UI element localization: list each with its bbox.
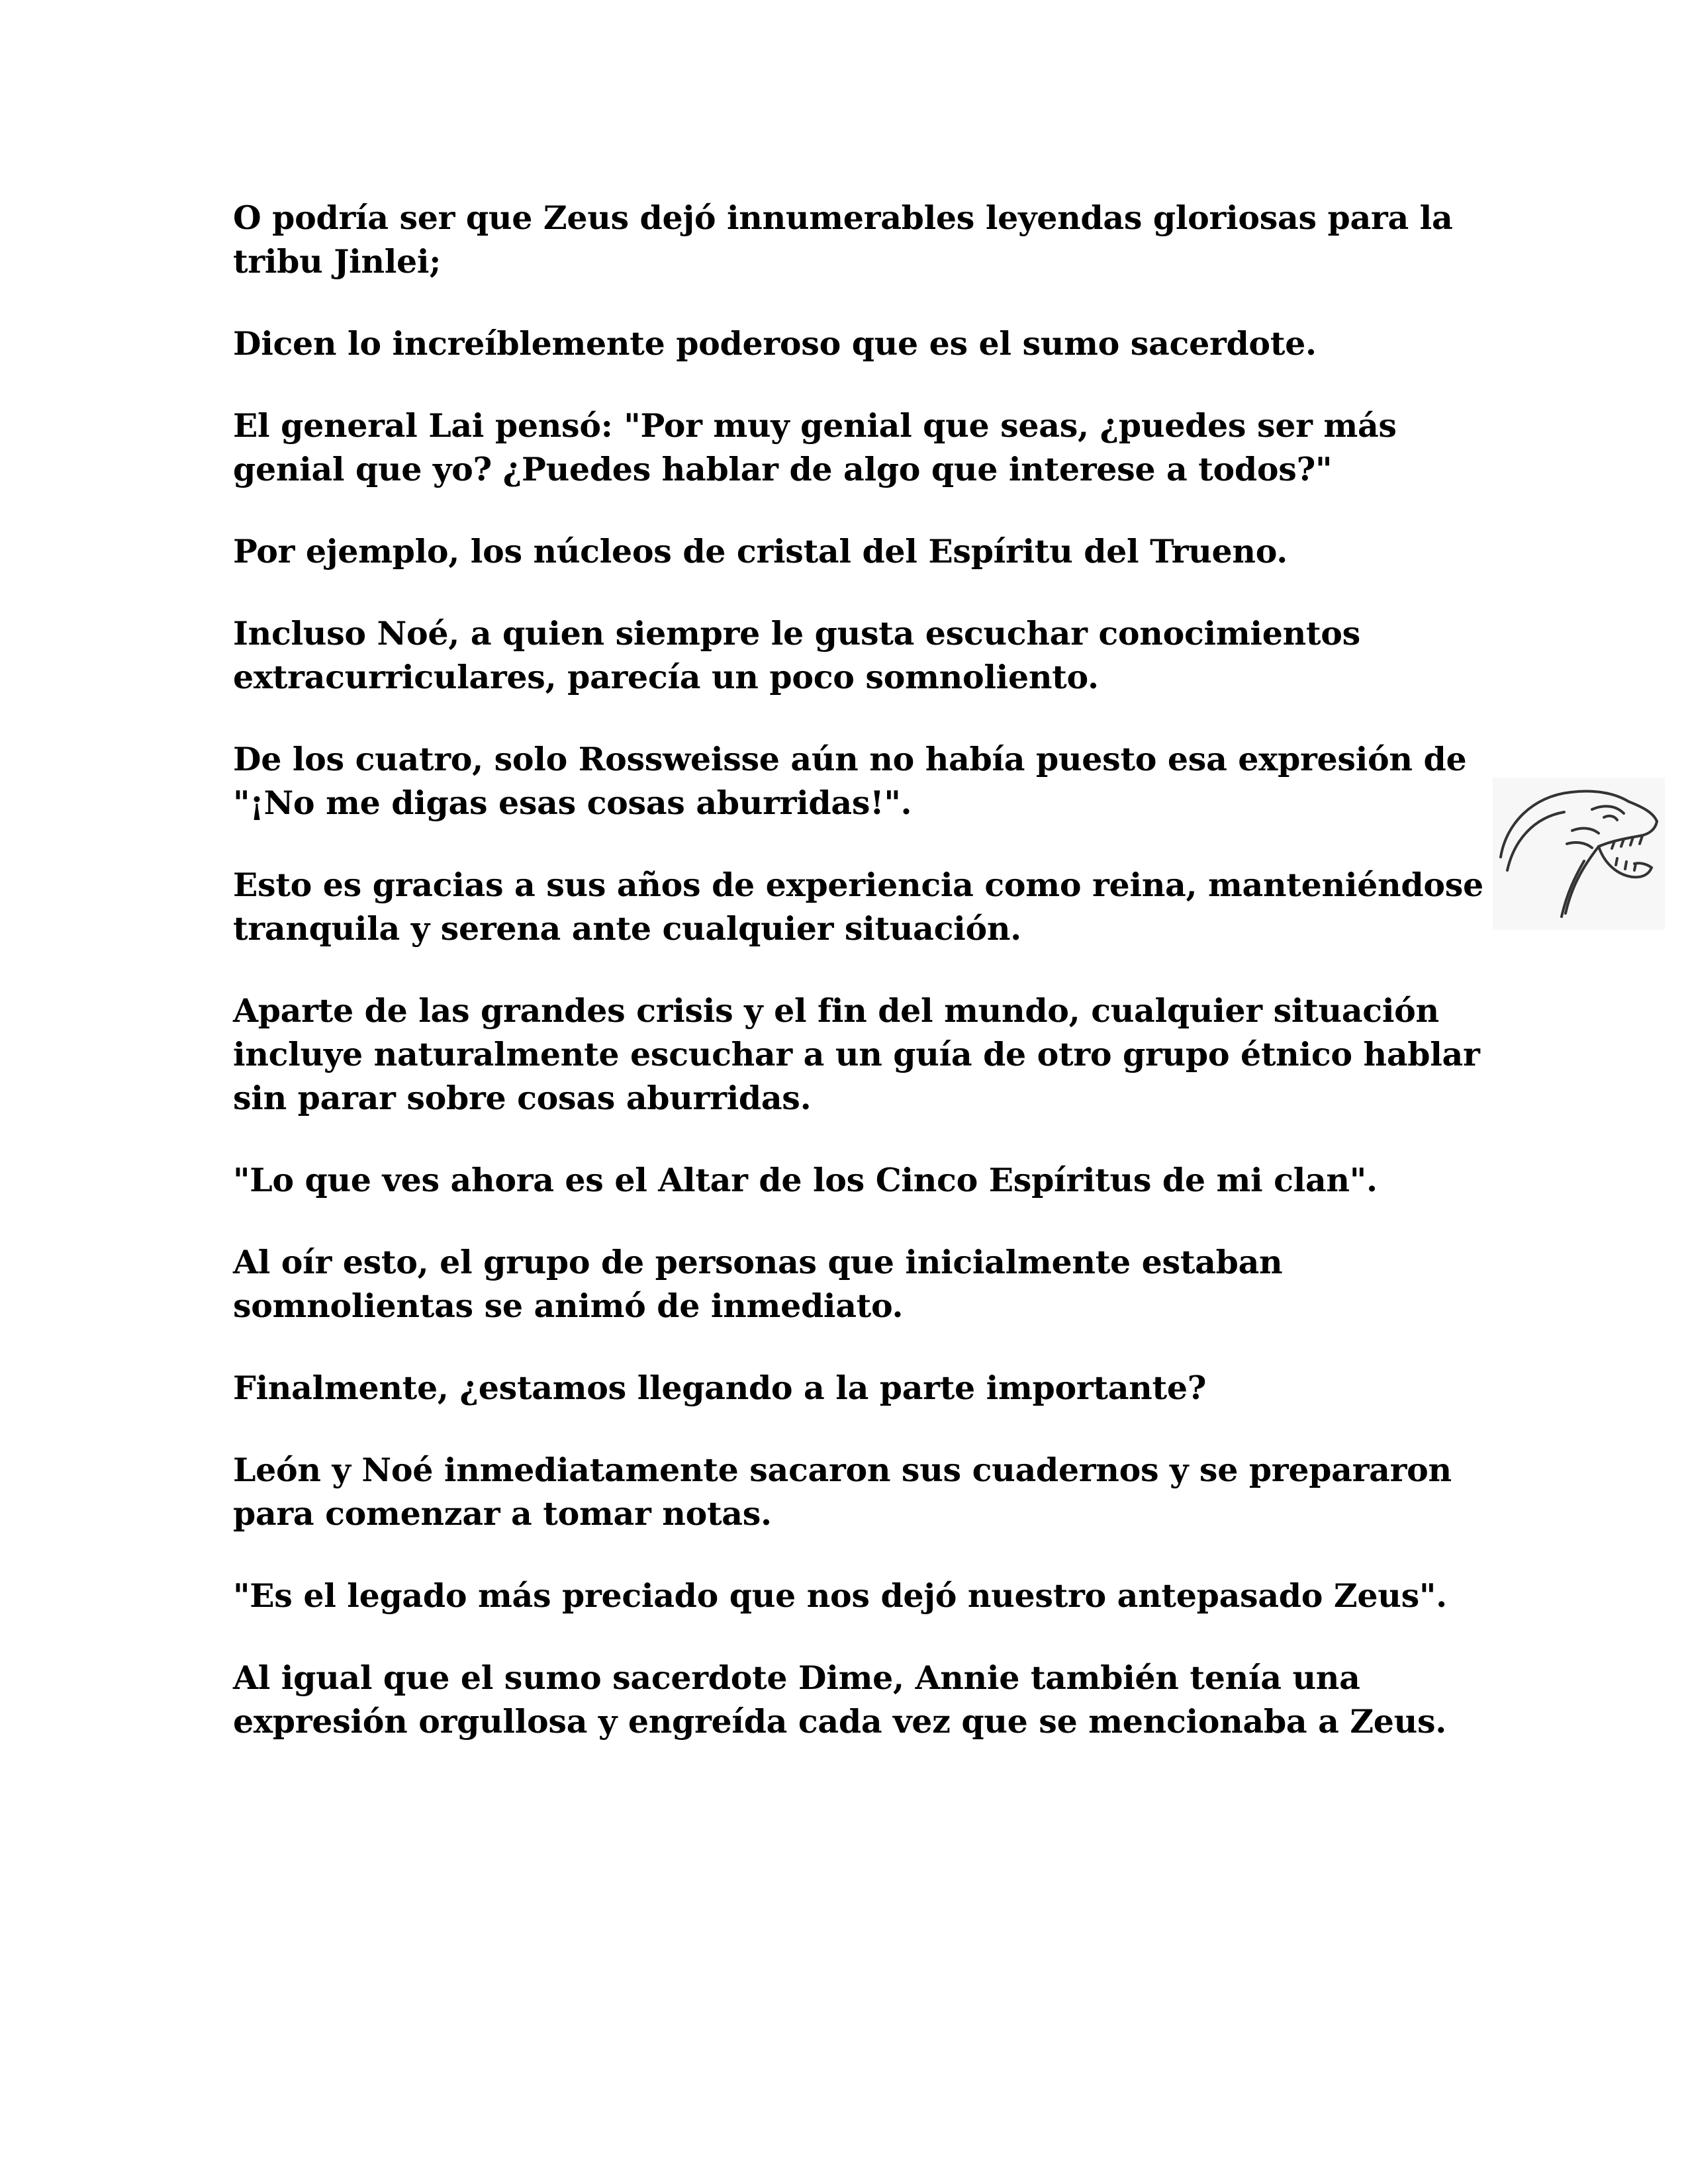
- document-body: [233, 196, 1491, 1782]
- paragraph: Esto es gracias a sus años de experiencia como reina, manteniéndose tranquila y serena ante cualquier situación.: [233, 866, 1483, 948]
- paragraph: Aparte de las grandes crisis y el fin del mundo, cualquier situación incluye naturalmente escuchar a un guía de otro grupo étnico hablar sin parar sobre cosas aburridas.: [233, 991, 1480, 1117]
- paragraph: Por ejemplo, los núcleos de cristal del Espíritu del Trueno.: [233, 532, 1288, 570]
- paragraph: Incluso Noé, a quien siempre le gusta escuchar conocimientos extracurriculares, parecía un poco somnoliento.: [233, 614, 1360, 696]
- paragraph: Dicen lo increíblemente poderoso que es el sumo sacerdote.: [233, 324, 1317, 363]
- paragraph: O podría ser que Zeus dejó innumerables leyendas gloriosas para la tribu Jinlei;: [233, 199, 1453, 281]
- paragraph: "Es el legado más preciado que nos dejó nuestro antepasado Zeus".: [233, 1576, 1447, 1615]
- dinosaur-head-sketch-icon: [1493, 778, 1665, 930]
- paragraph: Al oír esto, el grupo de personas que inicialmente estaban somnolientas se animó de inmediato.: [233, 1243, 1283, 1325]
- paragraph: El general Lai pensó: "Por muy genial que seas, ¿puedes ser más genial que yo? ¿Puedes hablar de algo que interese a todos?": [233, 406, 1397, 488]
- paragraph: León y Noé inmediatamente sacaron sus cuadernos y se prepararon para comenzar a tomar notas.: [233, 1451, 1452, 1533]
- paragraph: Al igual que el sumo sacerdote Dime, Annie también tenía una expresión orgullosa y engreída cada vez que se mencionaba a Zeus.: [233, 1659, 1447, 1741]
- paragraph: "Lo que ves ahora es el Altar de los Cinco Espíritus de mi clan".: [233, 1161, 1378, 1199]
- paragraph: De los cuatro, solo Rossweisse aún no había puesto esa expresión de "¡No me digas esas cosas aburridas!".: [233, 740, 1467, 822]
- paragraph: Finalmente, ¿estamos llegando a la parte importante?: [233, 1369, 1207, 1407]
